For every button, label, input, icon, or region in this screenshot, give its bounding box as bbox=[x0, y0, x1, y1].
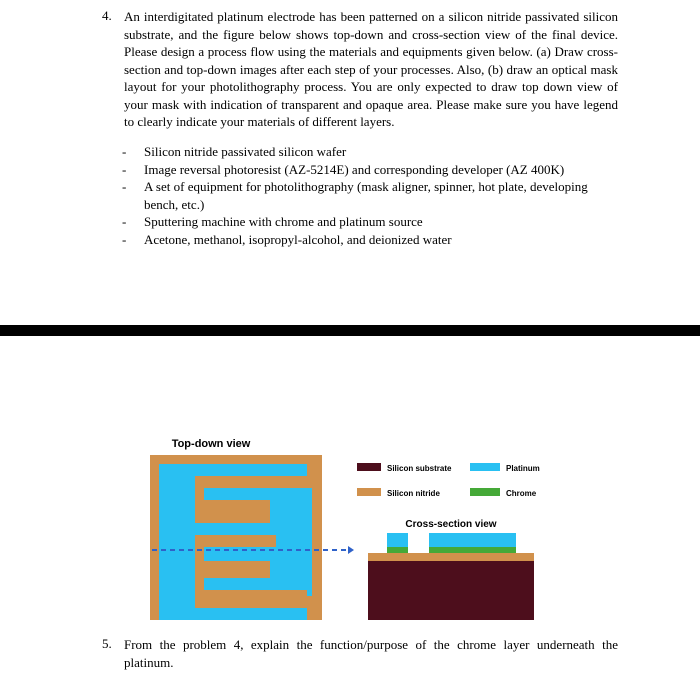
legend-swatch-silicon-nitride bbox=[357, 488, 381, 496]
cross-section-platinum bbox=[429, 533, 516, 547]
cross-section-platinum bbox=[387, 533, 408, 547]
nitride-gap bbox=[195, 590, 307, 608]
legend bbox=[357, 463, 540, 498]
left-electrode-top-finger bbox=[159, 464, 307, 476]
materials-list bbox=[122, 143, 622, 248]
question-number: 5. bbox=[102, 636, 112, 651]
cross-section-chrome bbox=[429, 547, 516, 553]
cross-section-chrome bbox=[387, 547, 408, 553]
legend-swatch-chrome bbox=[470, 488, 500, 496]
right-electrode-bottom-finger bbox=[204, 578, 312, 590]
legend-swatch-silicon-substrate bbox=[357, 463, 381, 471]
bullet-dash: - bbox=[122, 161, 127, 177]
list-item bbox=[122, 143, 622, 161]
material-item: A set of equipment for photolithography (mask aligner, spinner, hot plate, developing bench, etc.) bbox=[144, 179, 588, 212]
cross-section-silicon-nitride bbox=[368, 553, 534, 561]
nitride-gap bbox=[195, 500, 270, 523]
material-item: Image reversal photoresist (AZ-5214E) and corresponding developer (AZ 400K) bbox=[144, 161, 565, 177]
legend-label-silicon-nitride: Silicon nitride bbox=[387, 489, 440, 498]
bullet-dash: - bbox=[122, 179, 127, 194]
nitride-gap bbox=[195, 476, 307, 488]
question-number: 4. bbox=[102, 8, 112, 23]
material-item: Silicon nitride passivated silicon wafer bbox=[144, 144, 347, 159]
legend-swatch-platinum bbox=[470, 463, 500, 471]
list-item bbox=[122, 213, 622, 231]
list-item bbox=[122, 178, 622, 213]
material-item: Acetone, methanol, isopropyl-alcohol, and deionized water bbox=[144, 231, 452, 247]
list-item bbox=[122, 161, 622, 179]
left-electrode-pad bbox=[159, 464, 195, 620]
bullet-dash: - bbox=[122, 231, 127, 247]
bullet-dash: - bbox=[122, 214, 127, 229]
list-item bbox=[122, 231, 622, 249]
question-text: From the problem 4, explain the function/purpose of the chrome layer underneath the platinum. bbox=[124, 637, 618, 670]
left-electrode-middle-finger bbox=[195, 523, 276, 535]
device-figure bbox=[140, 430, 560, 620]
left-electrode-bottom-finger bbox=[159, 608, 307, 620]
topdown-title: Top-down view bbox=[171, 438, 251, 450]
right-electrode-lower-finger bbox=[204, 547, 276, 561]
page-divider bbox=[0, 325, 700, 336]
question-text: An interdigitated platinum electrode has been patterned on a silicon nitride passivated silicon substrate, and the figure below shows top-down and cross-section view of the final device. Please design a process flow using the materials and equipments given below. (a) Draw cross-section and top-down images after each step of your processes. Also, (b) draw an optical mask layout for your photolithography process. You are only expected to draw top down view of your mask with indication of transparent and opaque area. Please make sure you have legend to clearly indicate your materials of different layers. bbox=[124, 9, 618, 129]
nitride-gap bbox=[195, 535, 276, 547]
crosssection-title: Cross-section view bbox=[405, 519, 497, 530]
right-electrode-top-finger bbox=[204, 488, 312, 500]
material-item: Sputtering machine with chrome and platinum source bbox=[144, 214, 423, 229]
legend-label-platinum: Platinum bbox=[506, 464, 540, 473]
legend-label-chrome: Chrome bbox=[506, 489, 537, 498]
nitride-gap bbox=[195, 561, 270, 578]
bullet-dash: - bbox=[122, 144, 127, 159]
arrow-icon bbox=[348, 546, 354, 554]
cross-section-silicon-substrate bbox=[368, 561, 534, 620]
cross-section bbox=[368, 533, 534, 620]
legend-label-silicon-substrate: Silicon substrate bbox=[387, 464, 452, 473]
question-4 bbox=[0, 0, 700, 325]
